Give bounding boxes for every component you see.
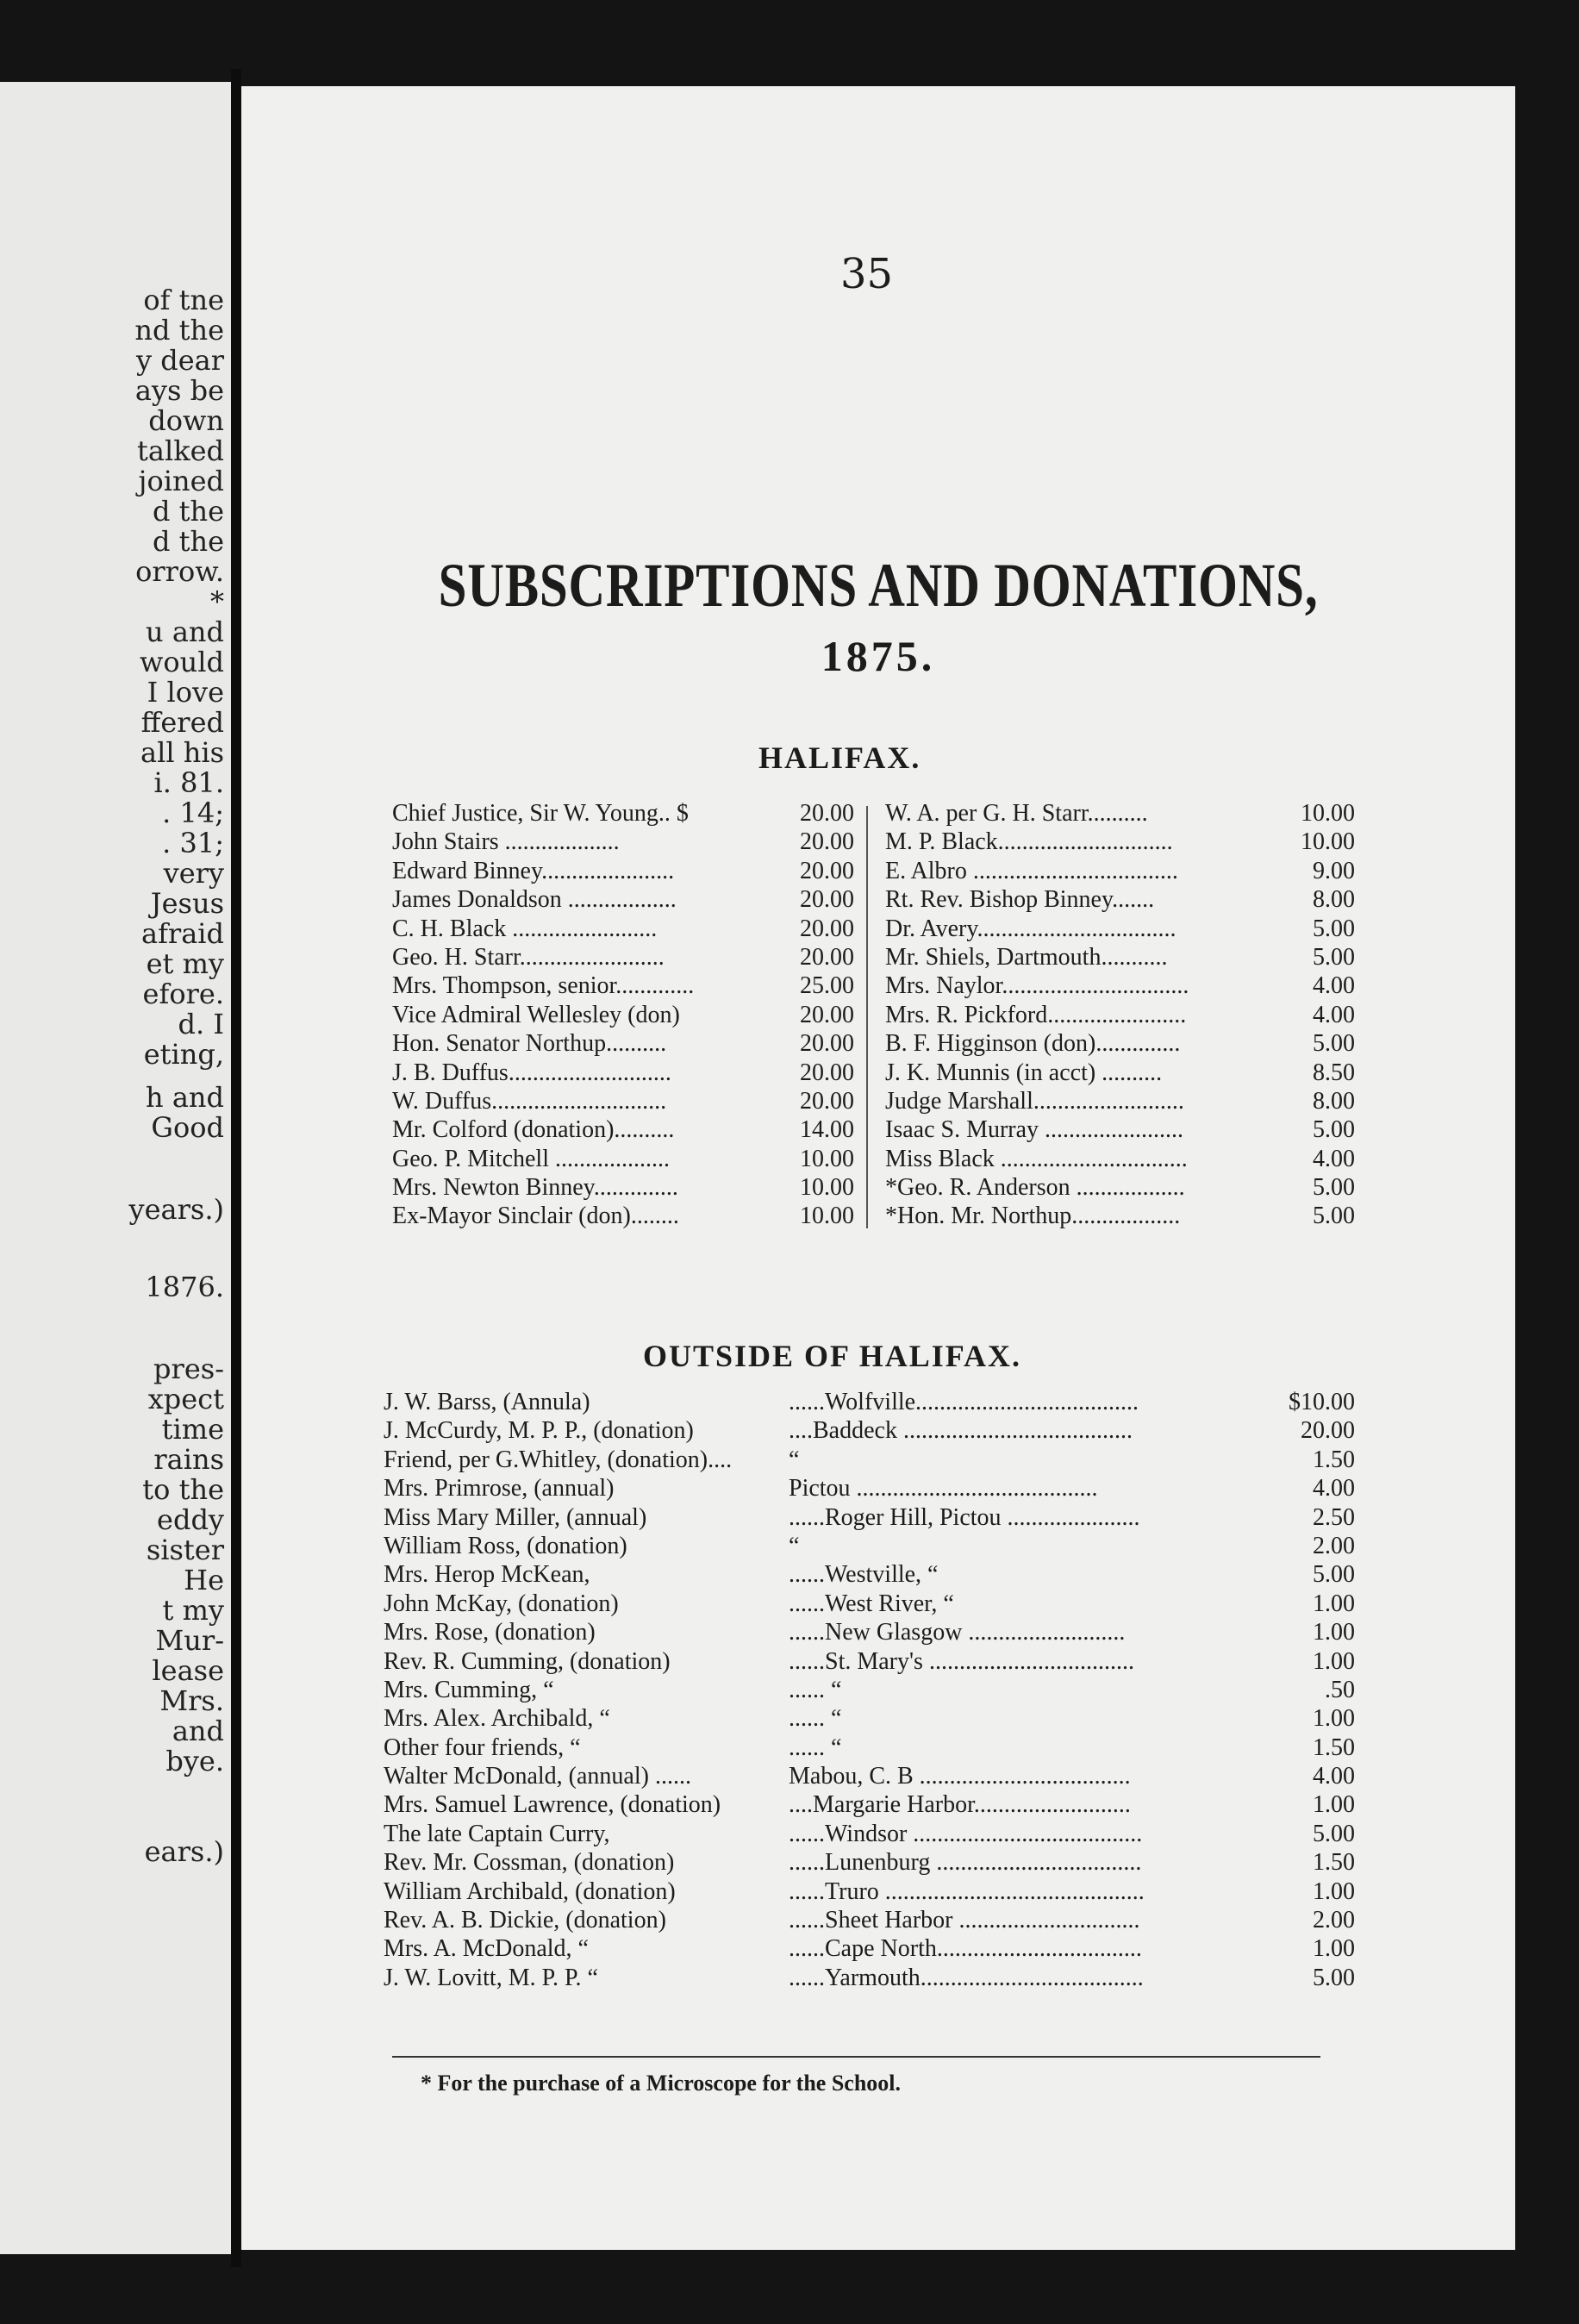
subscription-amount: 10.00	[1301, 828, 1355, 856]
page-number: 35	[840, 250, 894, 298]
outside-row	[384, 1503, 1355, 1532]
subscription-amount: 14.00	[800, 1116, 854, 1144]
subscription-amount: 20.00	[1301, 1417, 1355, 1445]
halifax-row	[392, 857, 854, 885]
subscription-amount: 1.00	[1313, 1791, 1355, 1819]
outside-row	[384, 1474, 1355, 1502]
left-page-fragment: years.)	[128, 1193, 224, 1226]
left-page-fragment: pres-	[153, 1353, 224, 1385]
outside-row	[384, 1790, 1355, 1819]
outside-row	[384, 1618, 1355, 1646]
halifax-row	[885, 1145, 1355, 1173]
subscription-amount: 1.50	[1313, 1734, 1355, 1761]
left-page-fragment: . 14;	[162, 797, 224, 829]
outside-row	[384, 1388, 1355, 1416]
left-page-fragment: joined	[138, 465, 224, 497]
subscriber-name: Mrs. Rose, (donation)	[384, 1619, 596, 1646]
subscriber-place: ......Cape North..................................	[789, 1935, 1142, 1963]
subscription-amount: 1.50	[1313, 1849, 1355, 1877]
subscription-amount: 20.00	[800, 828, 854, 856]
subscription-amount: 4.00	[1313, 1001, 1355, 1028]
halifax-row	[885, 1115, 1355, 1144]
subscriber-name: Mrs. Naylor...............................	[885, 972, 1189, 1000]
left-page-fragment: i. 81.	[153, 766, 224, 799]
page-title: SUBSCRIPTIONS AND DONATIONS,	[438, 551, 1319, 620]
subscriber-place: ......St. Mary's ..................................	[789, 1647, 1134, 1675]
subscriber-place: ......Roger Hill, Pictou ......................	[789, 1503, 1140, 1531]
outside-list	[384, 1388, 1355, 1992]
subscriber-name: Vice Admiral Wellesley (don)	[392, 1001, 680, 1028]
halifax-row	[392, 1145, 854, 1173]
subscriber-name: E. Albro ..................................	[885, 857, 1178, 884]
left-page-fragment: and	[172, 1715, 224, 1747]
left-page-fragment: ays be	[134, 374, 224, 407]
left-page-fragment: eting,	[143, 1038, 224, 1071]
halifax-row	[392, 1087, 854, 1115]
subscriber-name: *Geo. R. Anderson ..................	[885, 1174, 1185, 1202]
subscriber-name: Walter McDonald, (annual) ......	[384, 1763, 691, 1790]
subscription-amount: .50	[1325, 1676, 1355, 1703]
subscription-amount: 20.00	[800, 1030, 854, 1058]
subscriber-name: Miss Black ...............................	[885, 1145, 1188, 1172]
subscriber-name: Hon. Senator Northup..........	[392, 1030, 667, 1058]
subscriber-place: ......Sheet Harbor ..............................	[789, 1907, 1140, 1934]
subscriber-name: J. W. Barss, (Annula)	[384, 1389, 590, 1415]
halifax-row	[885, 1087, 1355, 1115]
subscriber-place: ......Yarmouth.....................................	[789, 1964, 1144, 1991]
subscription-amount: 8.00	[1313, 886, 1355, 914]
subscriber-name: Rev. A. B. Dickie, (donation)	[384, 1907, 666, 1934]
left-page-fragment: bye.	[165, 1745, 224, 1777]
outside-row	[384, 1416, 1355, 1445]
outside-row	[384, 1964, 1355, 1992]
left-page-fragment: time	[161, 1413, 224, 1446]
subscription-amount: 10.00	[1301, 800, 1355, 827]
left-page-fragment: down	[148, 404, 224, 437]
subscriber-name: W. Duffus.............................	[392, 1087, 667, 1115]
subscription-amount: 2.00	[1313, 1907, 1355, 1934]
halifax-right-column	[885, 799, 1355, 1231]
subscriber-name: J. B. Duffus...........................	[392, 1059, 671, 1086]
left-page-fragment: talked	[137, 434, 224, 467]
left-page-fragment: would	[140, 646, 224, 678]
left-page-fragment: lease	[152, 1654, 224, 1687]
subscriber-name: Geo. P. Mitchell ...................	[392, 1145, 670, 1172]
left-page-fragment: all his	[140, 736, 224, 769]
subscription-amount: 5.00	[1313, 1561, 1355, 1589]
subscription-amount: 20.00	[800, 1059, 854, 1086]
subscriber-place: ......West River, “	[789, 1590, 954, 1617]
subscription-amount: 1.00	[1313, 1590, 1355, 1617]
left-page-fragment: Good	[151, 1111, 224, 1144]
subscription-amount: 5.00	[1313, 1116, 1355, 1144]
subscriber-name: Rt. Rev. Bishop Binney.......	[885, 886, 1155, 914]
subscriber-place: ......New Glasgow ..........................	[789, 1619, 1126, 1646]
subscriber-name: Mr. Shiels, Dartmouth...........	[885, 943, 1168, 971]
halifax-row	[885, 857, 1355, 885]
left-page-fragment: . 31;	[162, 827, 224, 859]
left-page-fragment: nd the	[134, 314, 224, 347]
subscription-amount: 4.00	[1313, 972, 1355, 1000]
outside-row	[384, 1762, 1355, 1790]
halifax-row	[885, 915, 1355, 943]
subscriber-name: W. A. per G. H. Starr..........	[885, 800, 1148, 827]
subscription-amount: 1.50	[1313, 1446, 1355, 1473]
halifax-row	[885, 1001, 1355, 1029]
subscriber-place: Pictou ........................................	[789, 1475, 1098, 1502]
subscription-amount: 20.00	[800, 943, 854, 971]
subscriber-name: Chief Justice, Sir W. Young.. $	[392, 800, 689, 827]
left-page-fragment: Jesus	[150, 887, 224, 920]
subscription-amount: 5.00	[1313, 943, 1355, 971]
subscriber-name: James Donaldson ..................	[392, 886, 677, 914]
halifax-row	[392, 828, 854, 856]
subscriber-place: ......Lunenburg ..................................	[789, 1849, 1142, 1877]
subscriber-name: B. F. Higginson (don)..............	[885, 1030, 1181, 1058]
subscription-amount: 20.00	[800, 915, 854, 942]
subscriber-name: Mrs. Cumming, “	[384, 1676, 554, 1703]
left-page-fragment: u and	[146, 615, 224, 648]
outside-row	[384, 1820, 1355, 1848]
subscription-amount: 10.00	[800, 1203, 854, 1230]
outside-row	[384, 1734, 1355, 1762]
subscription-amount: 1.00	[1313, 1619, 1355, 1646]
subscriber-name: Mr. Colford (donation)..........	[392, 1116, 675, 1144]
left-page-fragment: to the	[142, 1473, 224, 1506]
subscriber-name: John Stairs ...................	[392, 828, 620, 856]
subscriber-place: ......Truro ...........................................	[789, 1877, 1145, 1905]
subscriber-name: Isaac S. Murray .......................	[885, 1116, 1184, 1144]
subscription-amount: 10.00	[800, 1174, 854, 1202]
outside-row	[384, 1704, 1355, 1733]
subscriber-name: Ex-Mayor Sinclair (don)........	[392, 1203, 679, 1230]
left-page-fragment: sister	[146, 1534, 224, 1566]
subscriber-place: Mabou, C. B ...................................	[789, 1763, 1131, 1790]
subscriber-name: Miss Mary Miller, (annual)	[384, 1503, 647, 1531]
left-page-fragment: et my	[146, 947, 224, 980]
subscriber-place: ...... “	[789, 1676, 842, 1703]
column-divider	[866, 806, 868, 1228]
halifax-row	[392, 943, 854, 971]
subscription-amount: 4.00	[1313, 1145, 1355, 1172]
left-page-fragment: Mur-	[155, 1624, 224, 1657]
halifax-row	[392, 1029, 854, 1058]
outside-row	[384, 1532, 1355, 1560]
subscriber-name: Dr. Avery.................................	[885, 915, 1176, 942]
halifax-row	[392, 1115, 854, 1144]
subscription-amount: 25.00	[800, 972, 854, 1000]
left-page-fragment: ffered	[140, 706, 224, 739]
outside-row	[384, 1590, 1355, 1618]
subscriber-place: ...... “	[789, 1705, 842, 1733]
subscriber-name: Mrs. Thompson, senior.............	[392, 972, 695, 1000]
subscriber-name: Rev. Mr. Cossman, (donation)	[384, 1849, 675, 1877]
outside-row	[384, 1676, 1355, 1704]
subscription-amount: 5.00	[1313, 915, 1355, 942]
subscriber-name: Mrs. Samuel Lawrence, (donation)	[384, 1791, 721, 1819]
subscriber-name: J. K. Munnis (in acct) ..........	[885, 1059, 1163, 1086]
halifax-left-column	[392, 799, 854, 1231]
footnote: * For the purchase of a Microscope for the School.	[421, 2071, 902, 2096]
subscription-amount: 5.00	[1313, 1030, 1355, 1058]
left-page-fragment: rains	[153, 1443, 224, 1476]
subscriber-place: ......Windsor ......................................	[789, 1820, 1143, 1847]
subscription-amount: 5.00	[1313, 1174, 1355, 1202]
footnote-rule	[392, 2056, 1320, 2058]
halifax-heading: HALIFAX.	[758, 740, 921, 775]
subscription-amount: 2.50	[1313, 1503, 1355, 1531]
subscription-amount: $10.00	[1289, 1389, 1355, 1415]
subscriber-name: Judge Marshall.........................	[885, 1087, 1184, 1115]
left-page-fragment: xpect	[147, 1383, 224, 1415]
left-page-fragment: t my	[162, 1594, 224, 1627]
subscriber-name: Edward Binney......................	[392, 857, 675, 884]
subscription-amount: 1.00	[1313, 1935, 1355, 1963]
halifax-row	[885, 971, 1355, 1000]
halifax-row	[392, 885, 854, 914]
left-page-fragment: He	[184, 1564, 224, 1596]
outside-row	[384, 1446, 1355, 1474]
subscription-amount: 5.00	[1313, 1964, 1355, 1991]
left-page-fragment: d. I	[178, 1008, 224, 1040]
subscriber-name: William Ross, (donation)	[384, 1532, 627, 1559]
halifax-row	[392, 971, 854, 1000]
subscription-amount: 8.00	[1313, 1087, 1355, 1115]
subscriber-place: ....Baddeck ......................................	[789, 1417, 1133, 1445]
left-page-fragment: d the	[152, 525, 224, 558]
subscriber-place: ....Margarie Harbor..........................	[789, 1791, 1131, 1819]
left-page-fragment: ears.)	[144, 1835, 224, 1868]
outside-row	[384, 1848, 1355, 1877]
subscriber-place: “	[789, 1532, 800, 1559]
subscriber-name: William Archibald, (donation)	[384, 1877, 676, 1905]
subscriber-place: ......Wolfville.....................................	[789, 1389, 1139, 1415]
subscriber-name: The late Captain Curry,	[384, 1820, 610, 1847]
halifax-row	[392, 799, 854, 828]
left-page-fragment: orrow.	[135, 555, 224, 588]
subscriber-name: Mrs. A. McDonald, “	[384, 1935, 589, 1963]
subscription-amount: 2.00	[1313, 1532, 1355, 1559]
subscriber-name: Mrs. Herop McKean,	[384, 1561, 590, 1589]
subscription-amount: 5.00	[1313, 1820, 1355, 1847]
subscriber-name: J. McCurdy, M. P. P., (donation)	[384, 1417, 694, 1445]
left-page-fragment: eddy	[157, 1503, 224, 1536]
left-page-fragment: 1876.	[145, 1271, 224, 1303]
subscription-amount: 1.00	[1313, 1705, 1355, 1733]
subscriber-name: M. P. Black.............................	[885, 828, 1173, 856]
page-year: 1875.	[821, 632, 936, 680]
subscription-amount: 20.00	[800, 857, 854, 884]
left-page-fragment: Mrs.	[159, 1684, 224, 1717]
outside-row	[384, 1934, 1355, 1963]
subscriber-name: Mrs. Primrose, (annual)	[384, 1475, 615, 1502]
outside-heading: OUTSIDE OF HALIFAX.	[643, 1339, 1022, 1373]
subscriber-name: Other four friends, “	[384, 1734, 581, 1761]
subscriber-name: Friend, per G.Whitley, (donation)....	[384, 1446, 733, 1473]
subscription-amount: 5.00	[1313, 1203, 1355, 1230]
subscriber-name: Geo. H. Starr........................	[392, 943, 665, 971]
subscriber-place: ......Westville, “	[789, 1561, 939, 1589]
halifax-row	[885, 943, 1355, 971]
subscriber-name: John McKay, (donation)	[384, 1590, 619, 1617]
subscription-amount: 20.00	[800, 886, 854, 914]
left-page-fragment: I love	[147, 676, 224, 709]
halifax-row	[392, 1173, 854, 1202]
subscriber-name: *Hon. Mr. Northup..................	[885, 1203, 1181, 1230]
subscriber-name: C. H. Black ........................	[392, 915, 658, 942]
subscriber-name: Mrs. R. Pickford.......................	[885, 1001, 1187, 1028]
subscription-amount: 20.00	[800, 1087, 854, 1115]
left-page-fragment: *	[210, 585, 224, 618]
subscriber-name: Rev. R. Cumming, (donation)	[384, 1647, 671, 1675]
halifax-row	[885, 1202, 1355, 1230]
subscription-amount: 9.00	[1313, 857, 1355, 884]
subscription-amount: 4.00	[1313, 1763, 1355, 1790]
left-page-fragment: afraid	[140, 917, 224, 950]
outside-row	[384, 1560, 1355, 1589]
adjacent-page-fragment	[0, 82, 231, 2254]
left-page-fragment: efore.	[142, 978, 224, 1010]
subscription-amount: 1.00	[1313, 1877, 1355, 1905]
subscriber-name: Mrs. Newton Binney..............	[392, 1174, 678, 1202]
halifax-row	[885, 885, 1355, 914]
halifax-row	[885, 1059, 1355, 1087]
subscription-amount: 1.00	[1313, 1647, 1355, 1675]
halifax-row	[885, 799, 1355, 828]
subscription-amount: 8.50	[1313, 1059, 1355, 1086]
subscription-amount: 4.00	[1313, 1475, 1355, 1502]
subscription-amount: 20.00	[800, 1001, 854, 1028]
outside-row	[384, 1647, 1355, 1676]
halifax-row	[392, 1059, 854, 1087]
halifax-row	[885, 828, 1355, 856]
subscriber-place: ...... “	[789, 1734, 842, 1761]
subscription-amount: 20.00	[800, 800, 854, 827]
left-page-fragment: of tne	[143, 284, 224, 316]
halifax-row	[392, 1202, 854, 1230]
subscriber-name: Mrs. Alex. Archibald, “	[384, 1705, 610, 1733]
document-page	[241, 86, 1515, 2250]
subscription-amount: 10.00	[800, 1145, 854, 1172]
halifax-row	[392, 1001, 854, 1029]
outside-row	[384, 1877, 1355, 1906]
outside-row	[384, 1906, 1355, 1934]
left-page-fragment: h and	[146, 1081, 224, 1114]
left-page-fragment: y dear	[135, 344, 224, 377]
left-page-fragment: d the	[152, 495, 224, 528]
halifax-row	[392, 915, 854, 943]
left-page-fragment: very	[163, 857, 224, 890]
subscriber-place: “	[789, 1446, 800, 1473]
book-gutter	[231, 69, 241, 2267]
halifax-row	[885, 1029, 1355, 1058]
subscriber-name: J. W. Lovitt, M. P. P. “	[384, 1964, 598, 1991]
halifax-row	[885, 1173, 1355, 1202]
